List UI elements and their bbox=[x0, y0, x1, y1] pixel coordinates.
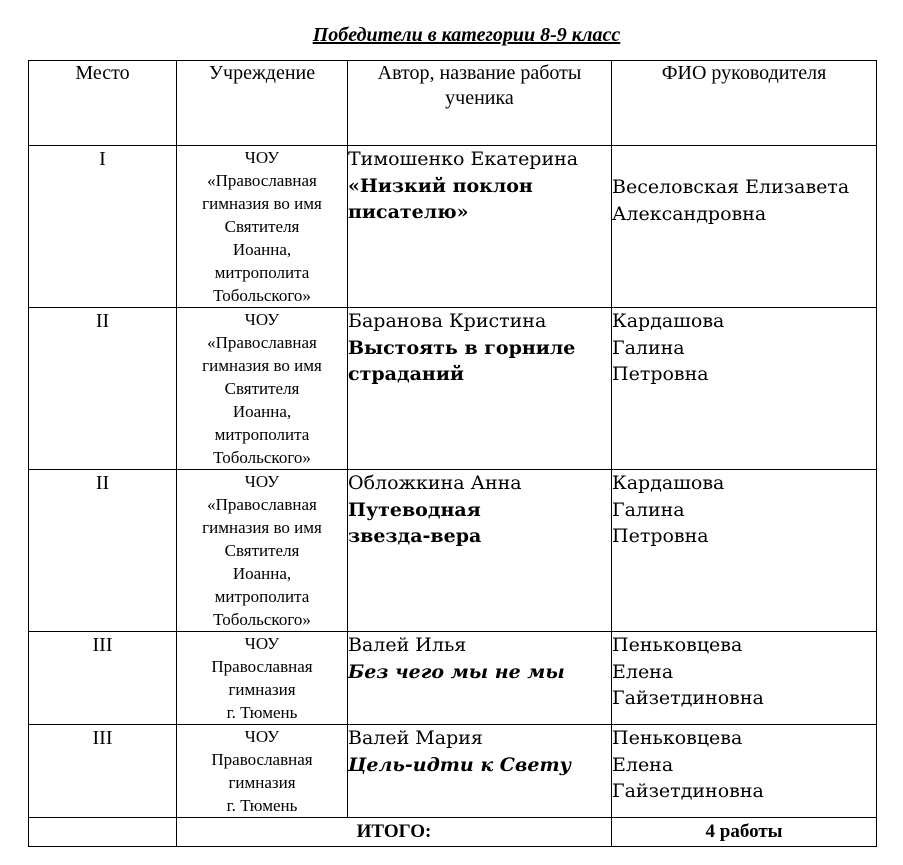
table-header-row bbox=[29, 61, 877, 146]
work-cell bbox=[348, 725, 612, 818]
table-row bbox=[29, 308, 877, 470]
institution-line: Святителя bbox=[224, 541, 300, 560]
supervisor-name: Пеньковцева Елена Гайзетдиновна bbox=[612, 727, 764, 802]
institution-line: Иоанна, bbox=[232, 564, 292, 583]
institution-line: Тобольского» bbox=[213, 448, 311, 467]
place-cell: II bbox=[29, 470, 177, 632]
place-cell: I bbox=[29, 146, 177, 308]
document-title: Победители в категории 8-9 класс bbox=[312, 24, 621, 46]
winners-table bbox=[28, 60, 877, 847]
supervisor-cell bbox=[612, 470, 877, 632]
header-institution: Учреждение bbox=[177, 61, 348, 146]
work-cell bbox=[348, 308, 612, 470]
totals-value: 4 работы bbox=[612, 818, 877, 847]
work-title: Выстоять в горниле страданий bbox=[348, 336, 576, 385]
institution-line: Иоанна, bbox=[232, 240, 292, 259]
institution-cell bbox=[177, 308, 348, 470]
supervisor-name: Кардашова Галина Петровна bbox=[612, 310, 725, 385]
work-title: Без чего мы не мы bbox=[348, 660, 565, 683]
institution-cell bbox=[177, 470, 348, 632]
institution-line: Тобольского» bbox=[213, 286, 311, 305]
work-cell bbox=[348, 146, 612, 308]
author-name: Обложкина Анна bbox=[348, 472, 522, 494]
header-place: Место bbox=[29, 61, 177, 146]
place-cell: III bbox=[29, 632, 177, 725]
author-name: Тимошенко Екатерина bbox=[348, 148, 579, 170]
institution-line: Тобольского» bbox=[213, 610, 311, 629]
supervisor-cell: Веселовская Елизавета Александровна bbox=[612, 146, 877, 308]
institution-line: митрополита bbox=[214, 425, 310, 444]
institution-cell bbox=[177, 146, 348, 308]
institution-line: ЧОУ bbox=[244, 634, 280, 653]
institution-line: г. Тюмень bbox=[226, 703, 298, 722]
institution-line: ЧОУ bbox=[244, 472, 280, 491]
work-title: Путеводная звезда-вера bbox=[348, 498, 482, 547]
supervisor-cell bbox=[612, 725, 877, 818]
work-cell bbox=[348, 470, 612, 632]
supervisor-name: Пеньковцева Елена Гайзетдиновна bbox=[612, 634, 764, 709]
institution-line: «Православная bbox=[207, 333, 317, 352]
institution-line: гимназия во имя bbox=[202, 194, 322, 213]
institution-line: ЧОУ bbox=[244, 148, 280, 167]
institution-line: гимназия во имя bbox=[202, 518, 322, 537]
institution-line: гимназия bbox=[228, 680, 296, 699]
table-row bbox=[29, 725, 877, 818]
institution-line: Иоанна, bbox=[232, 402, 292, 421]
institution-line: гимназия во имя bbox=[202, 356, 322, 375]
place-cell: II bbox=[29, 308, 177, 470]
author-name: Баранова Кристина bbox=[348, 310, 547, 332]
institution-cell bbox=[177, 632, 348, 725]
institution-line: гимназия bbox=[228, 773, 296, 792]
supervisor-cell bbox=[612, 632, 877, 725]
institution-line: Православная bbox=[211, 657, 313, 676]
author-name: Валей Илья bbox=[348, 634, 467, 656]
header-work: Автор, название работы ученика bbox=[348, 61, 612, 146]
author-name: Валей Мария bbox=[348, 727, 483, 749]
totals-row bbox=[29, 818, 877, 847]
table-row bbox=[29, 632, 877, 725]
institution-line: «Православная bbox=[207, 495, 317, 514]
header-supervisor: ФИО руководителя bbox=[612, 61, 877, 146]
supervisor-name: Кардашова Галина Петровна bbox=[612, 472, 725, 547]
place-cell: III bbox=[29, 725, 177, 818]
work-cell bbox=[348, 632, 612, 725]
supervisor-cell bbox=[612, 308, 877, 470]
work-title: «Низкий поклон писателю» bbox=[348, 174, 533, 223]
institution-line: митрополита bbox=[214, 263, 310, 282]
institution-line: ЧОУ bbox=[244, 310, 280, 329]
totals-label: ИТОГО: bbox=[177, 818, 612, 847]
institution-line: Православная bbox=[211, 750, 313, 769]
institution-line: «Православная bbox=[207, 171, 317, 190]
table-row bbox=[29, 146, 877, 308]
institution-line: Святителя bbox=[224, 217, 300, 236]
institution-line: ЧОУ bbox=[244, 727, 280, 746]
totals-empty-cell bbox=[29, 818, 177, 847]
table-row bbox=[29, 470, 877, 632]
institution-line: митрополита bbox=[214, 587, 310, 606]
institution-line: Святителя bbox=[224, 379, 300, 398]
institution-cell bbox=[177, 725, 348, 818]
work-title: Цель-идти к Свету bbox=[348, 753, 571, 776]
institution-line: г. Тюмень bbox=[226, 796, 298, 815]
